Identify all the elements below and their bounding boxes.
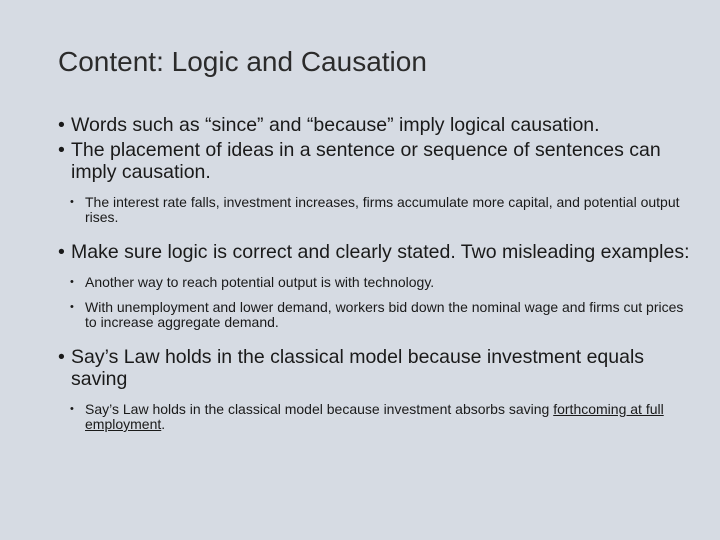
bullet-4-sub-1 xyxy=(70,402,698,432)
bullet-3-sub-1 xyxy=(70,275,698,290)
bullet-1-text: Words such as “since” and “because” imply logical causation. xyxy=(71,114,600,136)
bullet-2-sub-1 xyxy=(70,195,698,225)
slide-content xyxy=(58,114,698,442)
bullet-2-sub-1-text: The interest rate falls, investment increases, firms accumulate more capital, and potential output rises. xyxy=(85,194,680,225)
bullet-dot-icon: • xyxy=(58,114,65,136)
bullet-3-sub-2-text: With unemployment and lower demand, workers bid down the nominal wage and firms cut prices to increase aggregate demand. xyxy=(85,299,684,330)
bullet-4-sub-1-text-c: . xyxy=(161,416,166,432)
sub-bullet-dot-icon: • xyxy=(70,403,74,415)
bullet-3-text: Make sure logic is correct and clearly stated. Two misleading examples: xyxy=(71,241,690,263)
bullet-dot-icon: • xyxy=(58,346,65,368)
sub-bullet-dot-icon: • xyxy=(70,276,74,288)
bullet-1 xyxy=(58,114,698,136)
bullet-dot-icon: • xyxy=(58,241,65,263)
bullet-4 xyxy=(58,346,698,390)
sub-bullet-dot-icon: • xyxy=(70,196,74,208)
bullet-2 xyxy=(58,139,698,183)
bullet-4-text: Say’s Law holds in the classical model because investment equals saving xyxy=(71,346,645,390)
bullet-4-sub-1-text-a: Say’s Law holds in the classical model because investment absorbs saving xyxy=(85,401,554,417)
bullet-3 xyxy=(58,241,698,263)
bullet-4-sub-1-underlined: forthcoming at full employment xyxy=(85,401,664,432)
bullet-3-sub-2 xyxy=(70,300,698,330)
bullet-dot-icon: • xyxy=(58,139,65,161)
bullet-3-sub-1-text: Another way to reach potential output is with technology. xyxy=(85,274,435,290)
slide-title: Content: Logic and Causation xyxy=(58,46,427,77)
sub-bullet-dot-icon: • xyxy=(70,301,74,313)
bullet-2-text: The placement of ideas in a sentence or sequence of sentences can imply causation. xyxy=(71,139,661,183)
